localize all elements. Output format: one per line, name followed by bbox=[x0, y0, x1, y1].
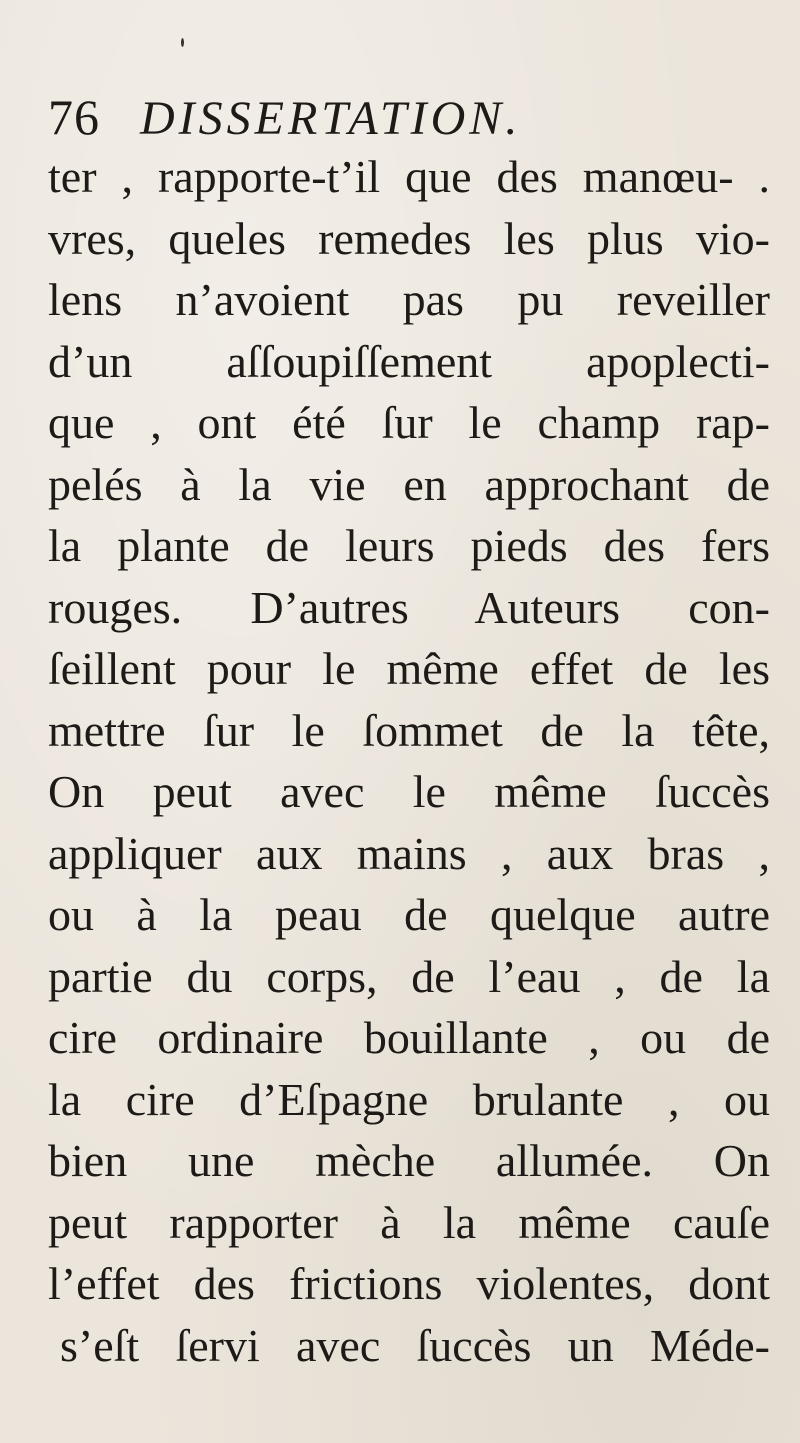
text-line: lens n’avoient pas pu reveiller bbox=[48, 274, 770, 325]
body-text bbox=[48, 146, 770, 1376]
text-line: On peut avec le même ſuccès bbox=[48, 766, 770, 817]
text-line: partie du corps, de l’eau , de la bbox=[48, 950, 770, 1002]
text-line: l’effet des frictions violentes, dont bbox=[48, 1258, 770, 1309]
text-line: pelés à la vie en approchant de bbox=[48, 458, 770, 510]
page-header bbox=[48, 88, 521, 146]
text-line: peut rapporter à la même cauſe bbox=[48, 1196, 770, 1248]
text-line: rouges. D’autres Auteurs con- bbox=[48, 581, 770, 633]
text-line: d’un aſſoupiſſement apoplecti- bbox=[48, 335, 770, 387]
text-line: mettre ſur le ſommet de la tête, bbox=[48, 704, 770, 756]
text-line: appliquer aux mains , aux bras , bbox=[48, 827, 770, 879]
text-line: la plante de leurs pieds des fers bbox=[48, 520, 770, 571]
ink-speck bbox=[181, 38, 184, 47]
page-number: 76 bbox=[48, 89, 100, 145]
text-line: que , ont été ſur le champ rap- bbox=[48, 397, 770, 448]
text-line: vres, queles remedes les plus vio- bbox=[48, 212, 770, 264]
text-line: bien une mèche allumée. On bbox=[48, 1135, 770, 1186]
text-line: ſeillent pour le même effet de les bbox=[48, 643, 770, 694]
text-line: ou à la peau de quelque autre bbox=[48, 889, 770, 940]
text-line: ter , rapporte-t’il que des manœu- . bbox=[48, 151, 770, 202]
running-head: DISSERTATION. bbox=[140, 92, 522, 145]
text-line: la cire d’Eſpagne brulante , ou bbox=[48, 1073, 770, 1125]
text-line: cire ordinaire bouillante , ou de bbox=[48, 1012, 770, 1063]
text-line: s’eſt ſervi avec ſuccès un Méde- bbox=[60, 1319, 770, 1371]
